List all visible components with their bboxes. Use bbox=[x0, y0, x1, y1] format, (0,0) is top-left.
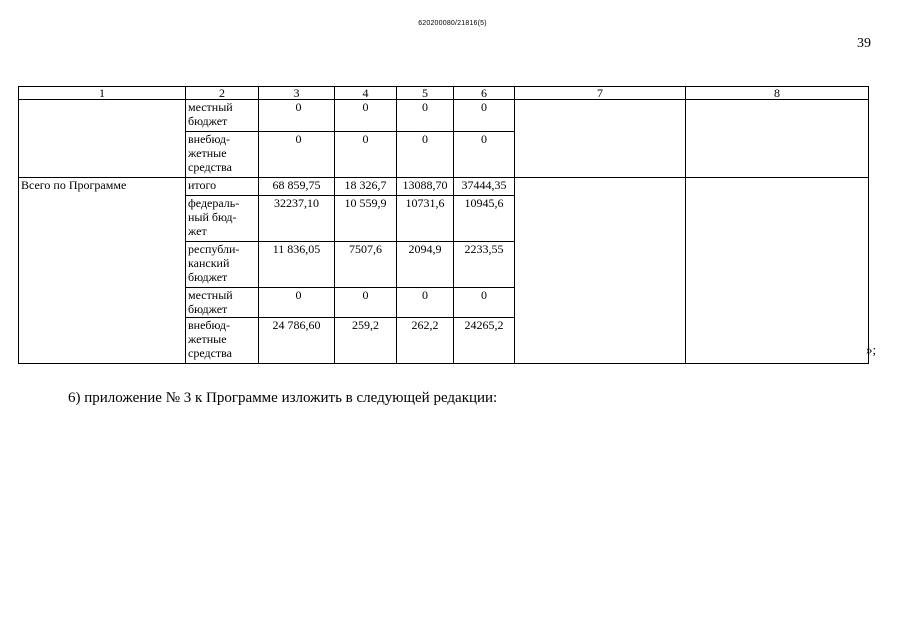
table-row bbox=[19, 100, 869, 132]
table-header-row bbox=[19, 87, 869, 100]
value-cell: 32237,10 bbox=[259, 196, 335, 242]
category-cell: итого bbox=[186, 178, 259, 196]
value-cell: 0 bbox=[335, 100, 397, 132]
column-header: 7 bbox=[515, 87, 686, 100]
category-cell: местный бюджет bbox=[186, 100, 259, 132]
value-cell: 0 bbox=[454, 288, 515, 318]
value-cell: 0 bbox=[397, 132, 454, 178]
category-cell: внебюд- жетные средства bbox=[186, 318, 259, 364]
value-cell: 10 559,9 bbox=[335, 196, 397, 242]
column-header: 8 bbox=[686, 87, 869, 100]
value-cell: 0 bbox=[259, 100, 335, 132]
category-cell: внебюд- жетные средства bbox=[186, 132, 259, 178]
empty-cell bbox=[686, 178, 869, 364]
empty-cell bbox=[515, 100, 686, 178]
value-cell: 24265,2 bbox=[454, 318, 515, 364]
value-cell: 0 bbox=[397, 288, 454, 318]
column-header: 1 bbox=[19, 87, 186, 100]
column-header: 5 bbox=[397, 87, 454, 100]
page-number: 39 bbox=[857, 36, 871, 51]
column-header: 3 bbox=[259, 87, 335, 100]
value-cell: 0 bbox=[454, 132, 515, 178]
closing-quote: »; bbox=[866, 342, 877, 357]
value-cell: 262,2 bbox=[397, 318, 454, 364]
value-cell: 11 836,05 bbox=[259, 242, 335, 288]
category-cell: местный бюджет bbox=[186, 288, 259, 318]
amendment-paragraph: 6) приложение № 3 к Программе изложить в следующей редакции: bbox=[68, 390, 498, 406]
value-cell: 0 bbox=[454, 100, 515, 132]
value-cell: 68 859,75 bbox=[259, 178, 335, 196]
value-cell: 18 326,7 bbox=[335, 178, 397, 196]
empty-cell bbox=[686, 100, 869, 178]
column-header: 2 bbox=[186, 87, 259, 100]
value-cell: 259,2 bbox=[335, 318, 397, 364]
value-cell: 0 bbox=[335, 132, 397, 178]
value-cell: 7507,6 bbox=[335, 242, 397, 288]
column-header: 6 bbox=[454, 87, 515, 100]
value-cell: 13088,70 bbox=[397, 178, 454, 196]
category-cell: федераль- ный бюд- жет bbox=[186, 196, 259, 242]
value-cell: 2094,9 bbox=[397, 242, 454, 288]
value-cell: 37444,35 bbox=[454, 178, 515, 196]
program-cell: Всего по Программе bbox=[19, 178, 186, 364]
value-cell: 0 bbox=[259, 132, 335, 178]
value-cell: 10731,6 bbox=[397, 196, 454, 242]
value-cell: 0 bbox=[335, 288, 397, 318]
value-cell: 0 bbox=[397, 100, 454, 132]
document-id: 620200080/21816(5) bbox=[418, 20, 487, 27]
value-cell: 10945,6 bbox=[454, 196, 515, 242]
value-cell: 0 bbox=[259, 288, 335, 318]
value-cell: 24 786,60 bbox=[259, 318, 335, 364]
program-cell bbox=[19, 100, 186, 178]
table-row bbox=[19, 178, 869, 196]
column-header: 4 bbox=[335, 87, 397, 100]
value-cell: 2233,55 bbox=[454, 242, 515, 288]
empty-cell bbox=[515, 178, 686, 364]
category-cell: республи- канский бюджет bbox=[186, 242, 259, 288]
budget-table bbox=[18, 86, 869, 364]
